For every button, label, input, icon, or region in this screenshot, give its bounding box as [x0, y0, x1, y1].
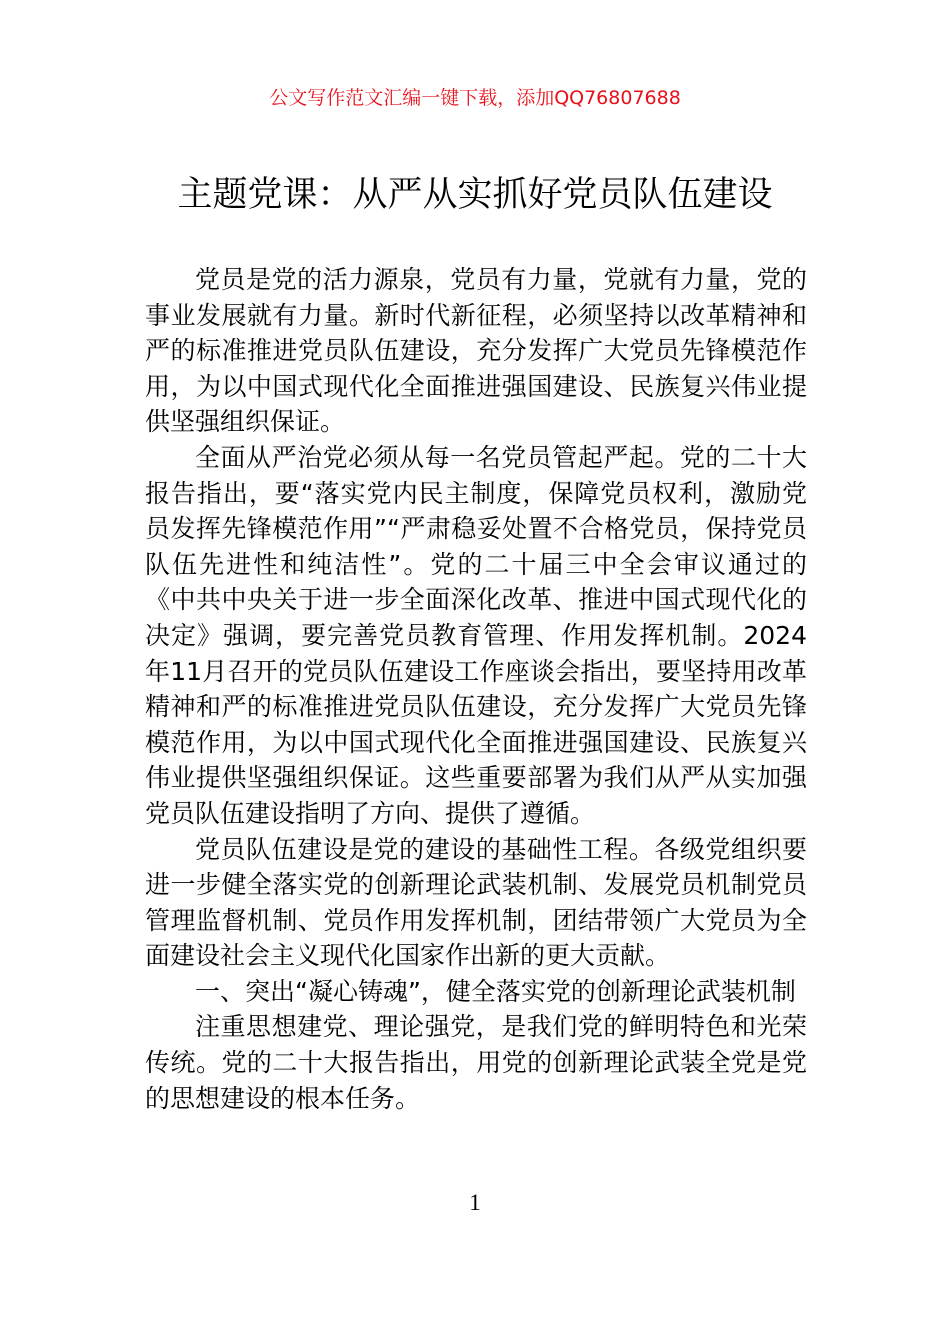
download-watermark: 公文写作范文汇编一键下载，添加QQ76807688: [269, 87, 681, 109]
paragraph-foundation: 党员队伍建设是党的建设的基础性工程。各级党组织要进一步健全落实党的创新理论武装机制、发展党员机制党员管理监督机制、党员作用发挥机制，团结带领广大党员为全面建设社会主义现代化国家作出新的更大贡献。: [145, 834, 807, 971]
document-body: [145, 262, 807, 1116]
page-number: 1: [469, 1190, 481, 1215]
paragraph-theory: 注重思想建党、理论强党，是我们党的鲜明特色和光荣传统。党的二十大报告指出，用党的创新理论武装全党是党的思想建设的根本任务。: [145, 1012, 807, 1113]
paragraph-intro: 党员是党的活力源泉，党员有力量，党就有力量，党的事业发展就有力量。新时代新征程，必须坚持以改革精神和严的标准推进党员队伍建设，充分发挥广大党员先锋模范作用，为以中国式现代化全面推进强国建设、民族复兴伟业提供坚强组织保证。: [145, 265, 807, 437]
paragraph-strict-governance: 全面从严治党必须从每一名党员管起严起。党的二十大报告指出，要“落实党内民主制度，保障党员权利，激励党员发挥先锋模范作用”“严肃稳妥处置不合格党员，保持党员队伍先进性和纯洁性”。党的二十届三中全会审议通过的《中共中央关于进一步全面深化改革、推进中国式现代化的决定》强调，要完善党员教育管理、作用发挥机制。2024年11月召开的党员队伍建设工作座谈会指出，要坚持用改革精神和严的标准推进党员队伍建设，充分发挥广大党员先锋模范作用，为以中国式现代化全面推进强国建设、民族复兴伟业提供坚强组织保证。这些重要部署为我们从严从实加强党员队伍建设指明了方向、提供了遵循。: [145, 442, 807, 828]
page-title: 主题党课：从严从实抓好党员队伍建设: [177, 175, 773, 215]
section-heading-one: 一、突出“凝心铸魂”，健全落实党的创新理论武装机制: [195, 976, 796, 1006]
